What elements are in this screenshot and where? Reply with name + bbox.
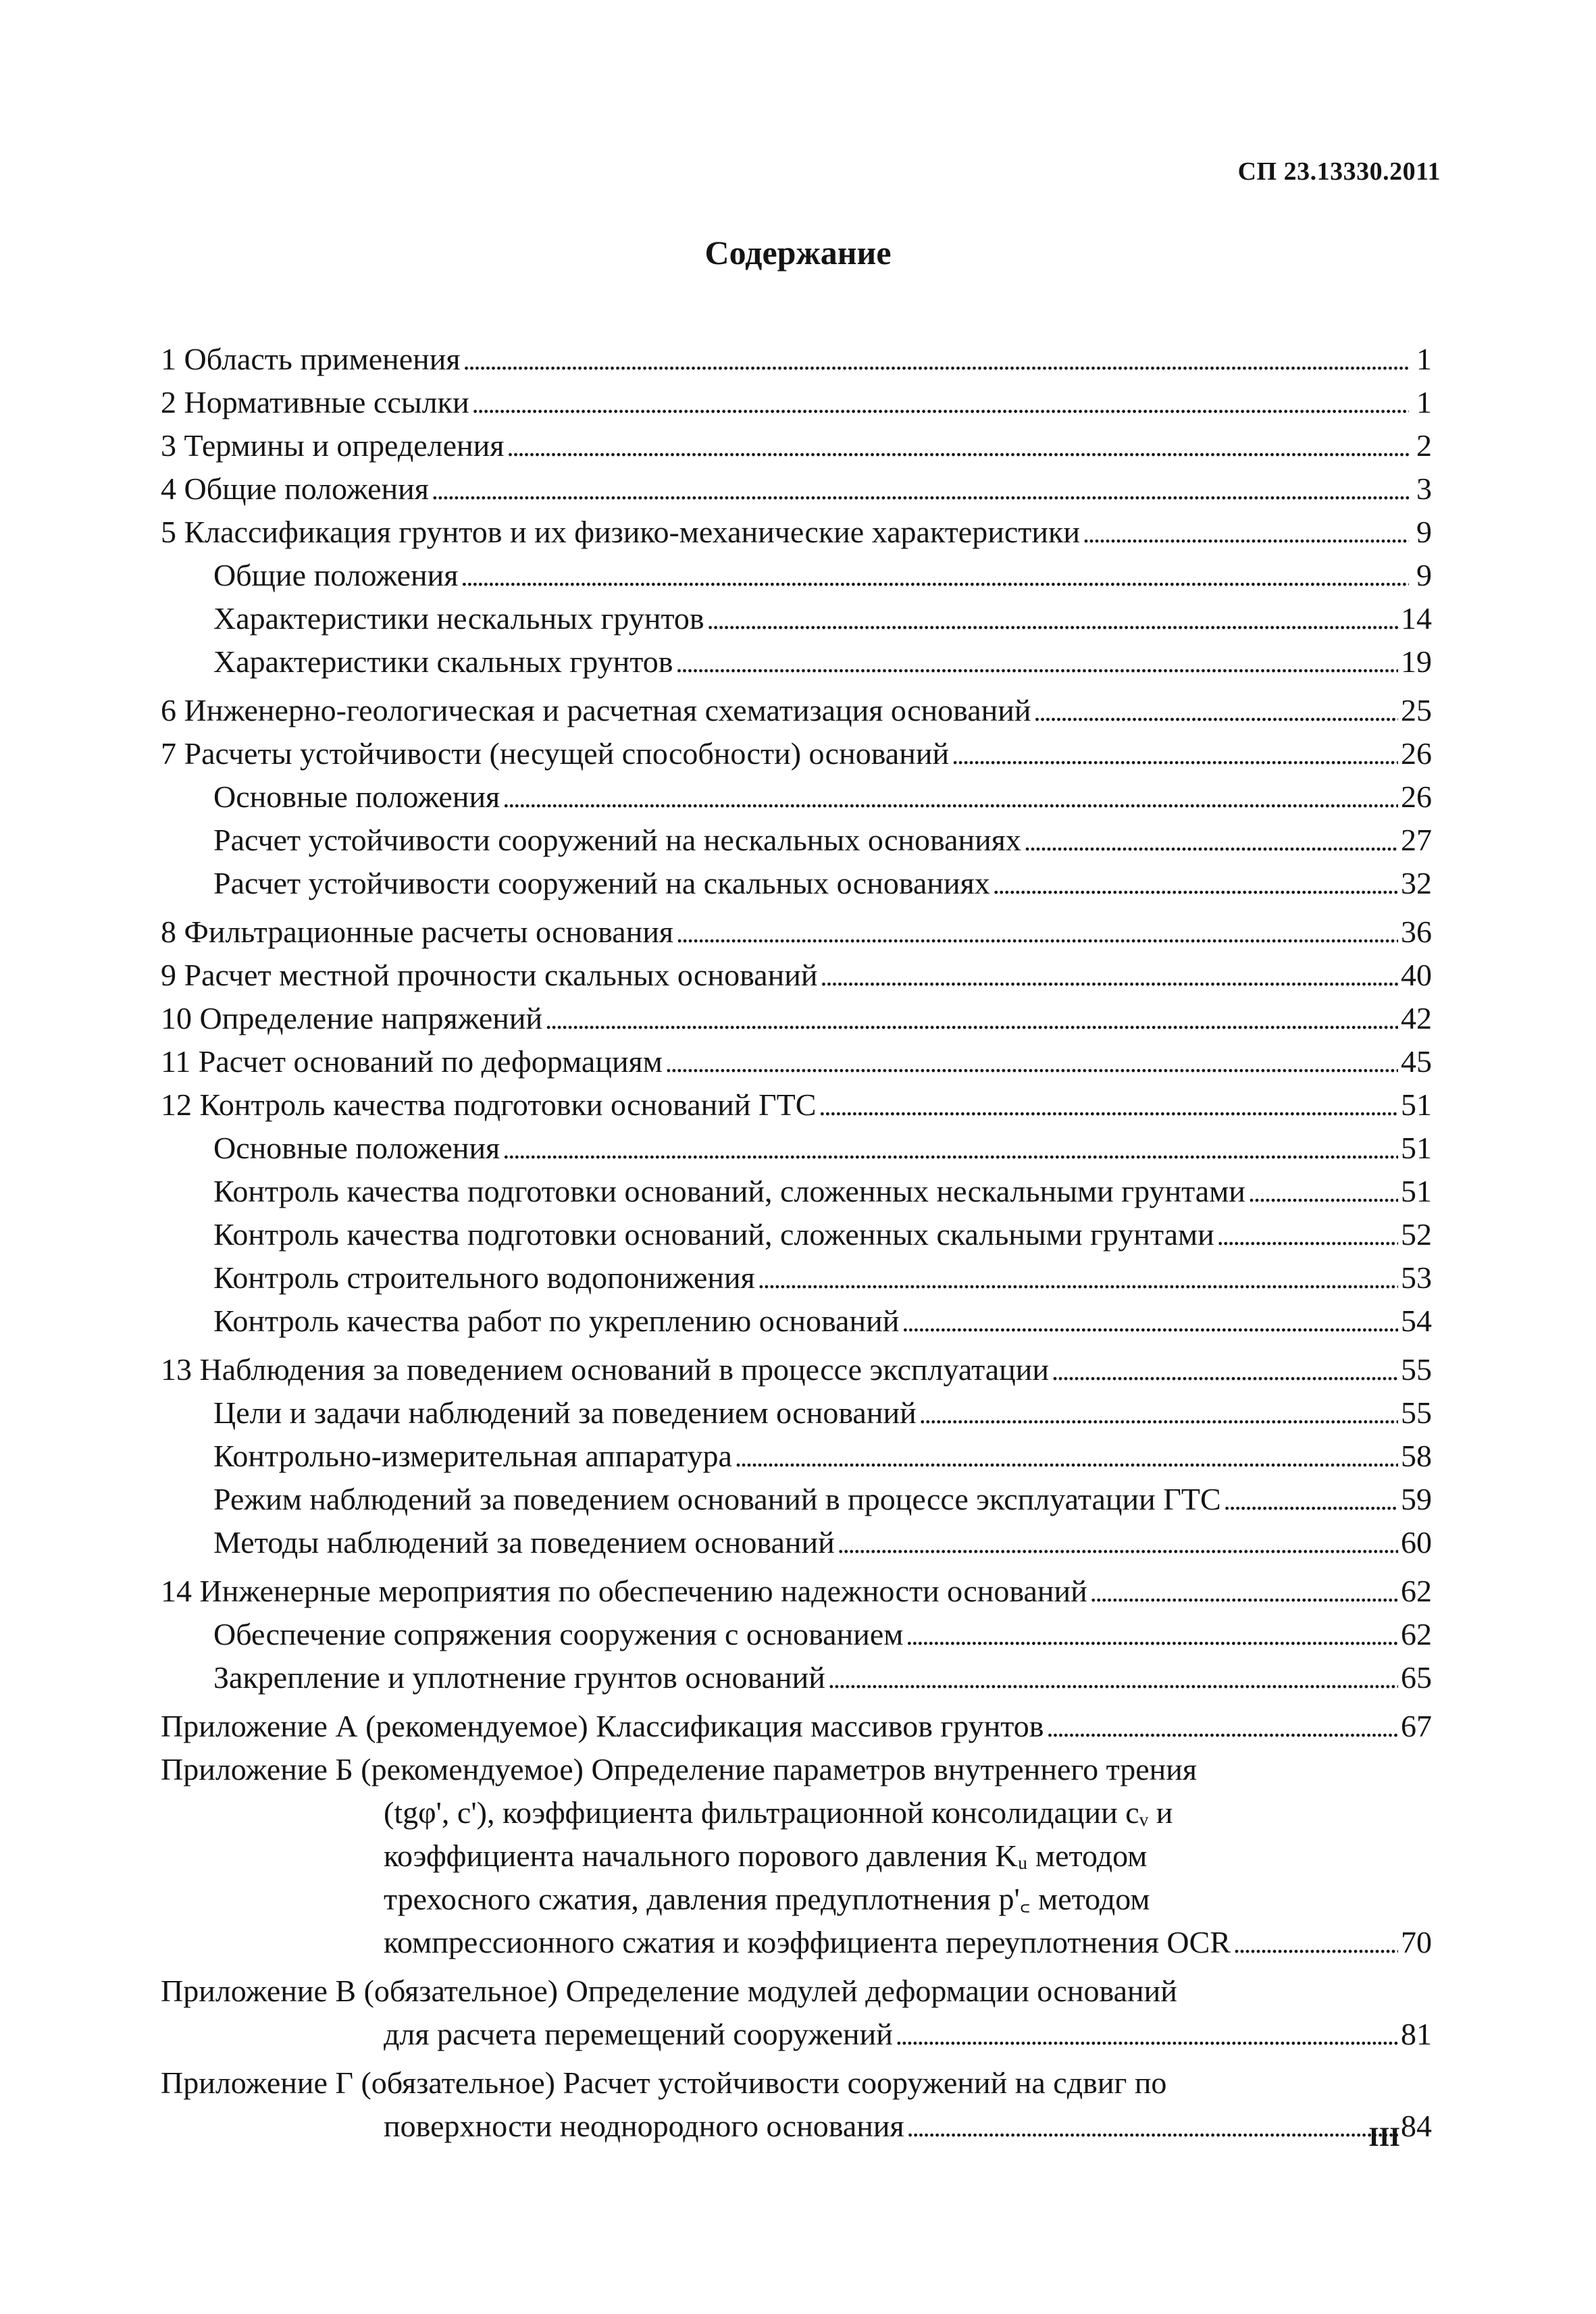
toc-entry[interactable]: 14 Инженерные мероприятия по обеспечению надежности оснований . . . 62 bbox=[161, 1570, 1432, 1613]
toc-subentry[interactable]: Общие положения . . . 9 bbox=[161, 554, 1432, 597]
toc-subentry[interactable]: Контроль строительного водопонижения . . . 53 bbox=[161, 1256, 1432, 1300]
toc-subentry[interactable]: Цели и задачи наблюдений за поведением оснований . . . 55 bbox=[161, 1391, 1432, 1435]
toc-subentry[interactable]: Контрольно-измерительная аппаратура . . . 58 bbox=[161, 1435, 1432, 1478]
toc-appendix-a[interactable]: Приложение А (рекомендуемое) Классификация массивов грунтов . . . 67 bbox=[161, 1705, 1432, 1748]
toc-entry[interactable]: 3 Термины и определения . . . 2 bbox=[161, 424, 1432, 467]
toc-subentry[interactable]: Основные положения . . . 51 bbox=[161, 1127, 1432, 1170]
toc-entry[interactable]: 5 Классификация грунтов и их физико-механические характеристики . . . 9 bbox=[161, 511, 1432, 554]
toc-entry[interactable]: 1 Область применения . . . 1 bbox=[161, 338, 1432, 381]
toc-entry[interactable]: 12 Контроль качества подготовки оснований ГТС . . . 51 bbox=[161, 1083, 1432, 1127]
toc-subentry[interactable]: Расчет устойчивости сооружений на скальных основаниях . . . 32 bbox=[161, 862, 1432, 905]
toc-entry[interactable]: 8 Фильтрационные расчеты основания . . . 36 bbox=[161, 910, 1432, 954]
toc-subentry[interactable]: Контроль качества подготовки оснований, сложенных скальными грунтами . . . 52 bbox=[161, 1213, 1432, 1256]
toc-subentry[interactable]: Основные положения . . . 26 bbox=[161, 775, 1432, 819]
document-code: СП 23.13330.2011 bbox=[1237, 157, 1441, 186]
toc-subentry[interactable]: Закрепление и уплотнение грунтов оснований . . . 65 bbox=[161, 1656, 1432, 1699]
toc-appendix-v[interactable]: Приложение В (обязательное) Определение модулей деформации оснований bbox=[161, 1974, 1177, 2008]
toc-appendix-g[interactable]: Приложение Г (обязательное) Расчет устойчивости сооружений на сдвиг по bbox=[161, 2065, 1167, 2100]
page-title: Содержание bbox=[704, 234, 892, 272]
toc-appendix-b-continued: (tgφ', c'), коэффициента фильтрационной консолидации cᵥ и bbox=[384, 1795, 1173, 1830]
toc-subentry[interactable]: Характеристики нескальных грунтов . . . 14 bbox=[161, 597, 1432, 640]
toc-entry[interactable]: 2 Нормативные ссылки . . . 1 bbox=[161, 381, 1432, 424]
toc-subentry[interactable]: Контроль качества работ по укреплению оснований . . . 54 bbox=[161, 1300, 1432, 1343]
toc-entry[interactable]: 7 Расчеты устойчивости (несущей способности) оснований . . . 26 bbox=[161, 732, 1432, 775]
toc-subentry[interactable]: Расчет устойчивости сооружений на нескальных основаниях . . . 27 bbox=[161, 819, 1432, 862]
page-number: III bbox=[1368, 2122, 1400, 2152]
toc-entry[interactable]: 4 Общие положения . . . 3 bbox=[161, 467, 1432, 511]
toc-appendix-b[interactable]: Приложение Б (рекомендуемое) Определение параметров внутреннего трения bbox=[161, 1752, 1198, 1786]
toc-appendix-b-continued[interactable]: компрессионного сжатия и коэффициента переуплотнения OCR . . . 70 bbox=[161, 1921, 1432, 1964]
toc-entry[interactable]: 6 Инженерно-геологическая и расчетная схематизация оснований . . . 25 bbox=[161, 689, 1432, 732]
table-of-contents bbox=[161, 338, 1432, 2148]
toc-subentry[interactable]: Контроль качества подготовки оснований, сложенных нескальными грунтами . . . 51 bbox=[161, 1170, 1432, 1213]
toc-subentry[interactable]: Обеспечение сопряжения сооружения с основанием . . . 62 bbox=[161, 1613, 1432, 1656]
toc-appendix-g-continued[interactable]: поверхности неоднородного основания . . . 84 bbox=[161, 2105, 1432, 2148]
toc-entry[interactable]: 11 Расчет оснований по деформациям . . . 45 bbox=[161, 1040, 1432, 1083]
toc-entry[interactable]: 9 Расчет местной прочности скальных оснований . . . 40 bbox=[161, 954, 1432, 997]
toc-appendix-b-continued: коэффициента начального порового давления Kᵤ методом bbox=[384, 1839, 1148, 1873]
toc-subentry[interactable]: Режим наблюдений за поведением оснований в процессе эксплуатации ГТС . . . 59 bbox=[161, 1478, 1432, 1521]
toc-entry[interactable]: 10 Определение напряжений . . . 42 bbox=[161, 997, 1432, 1040]
toc-entry[interactable]: 13 Наблюдения за поведением оснований в процессе эксплуатации . . . 55 bbox=[161, 1348, 1432, 1391]
toc-appendix-v-continued[interactable]: для расчета перемещений сооружений . . . 81 bbox=[161, 2013, 1432, 2056]
toc-appendix-b-continued: трехосного сжатия, давления предуплотнения p'꜀ методом bbox=[384, 1882, 1150, 1916]
toc-subentry[interactable]: Методы наблюдений за поведением оснований . . . 60 bbox=[161, 1521, 1432, 1564]
toc-subentry[interactable]: Характеристики скальных грунтов . . . 19 bbox=[161, 640, 1432, 684]
